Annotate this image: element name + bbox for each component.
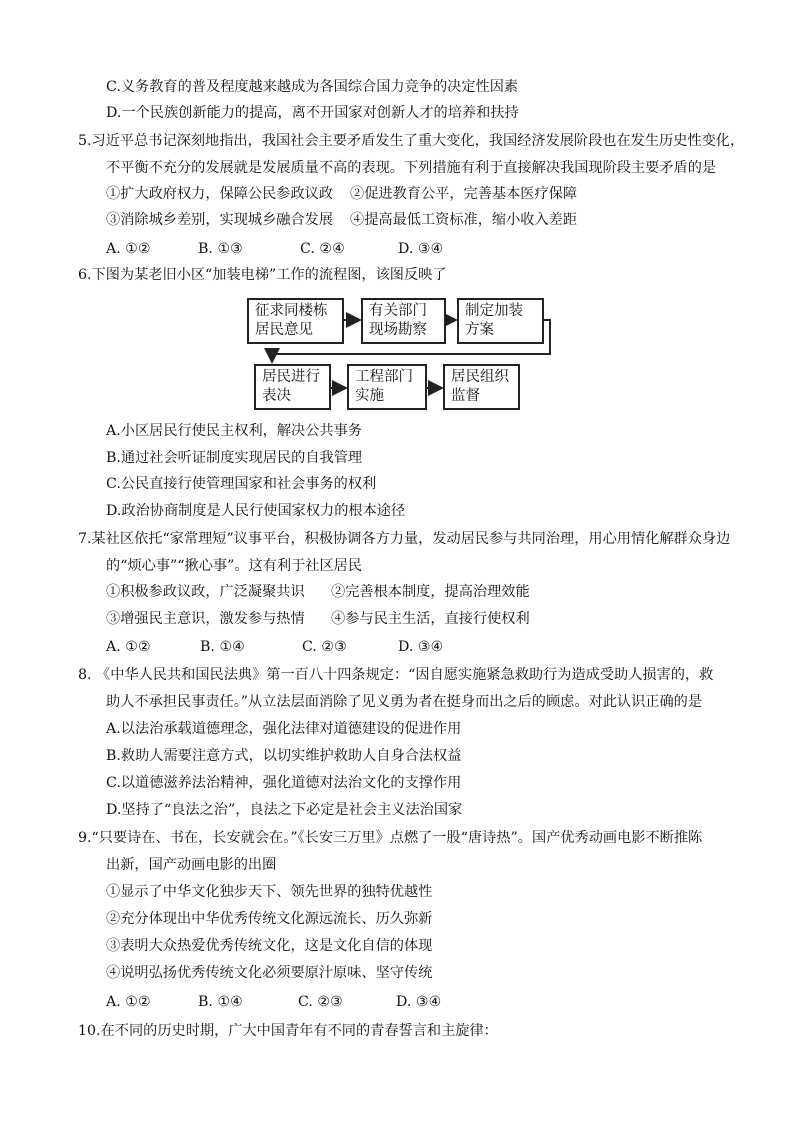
- flow-box-text: 现场勘察: [369, 322, 427, 338]
- flow-box-text: 居民意见: [255, 322, 313, 338]
- flow-box-make-plan: [457, 298, 544, 344]
- q8-option-b: B.救助人需要注意方式，以切实维护救助人自身合法权益: [106, 748, 462, 764]
- q7-option-b: B. ①④: [200, 639, 245, 655]
- flow-box-text: 方案: [465, 322, 494, 338]
- q7-stem-line1: 7.某社区依托“家常理短”议事平台，积极协调各方力量，发动居民参与共同治理，用心用情化解群众身边: [78, 531, 731, 547]
- q5-option-a: A. ①②: [106, 241, 151, 257]
- flow-box-site-survey: [361, 298, 446, 344]
- flow-box-text: 居民组织: [451, 369, 509, 385]
- flow-box-implementation: [347, 364, 427, 410]
- q9-item-1: ①显示了中华文化独步天下、领先世界的独特优越性: [106, 884, 433, 900]
- q7-item-4: ④参与民主生活，直接行使权利: [331, 611, 530, 627]
- q7-stem-line2: 的“烦心事”“揪心事”。这有利于社区居民: [106, 558, 363, 574]
- q5-option-b: B. ①③: [198, 241, 243, 257]
- flow-box-text: 制定加装: [465, 303, 523, 319]
- q10-stem: 10.在不同的历史时期，广大中国青年有不同的青春誓言和主旋律：: [78, 1023, 498, 1039]
- q5-stem-line1: 5.习近平总书记深刻地指出，我国社会主要矛盾发生了重大变化，我国经济发展阶段也在发生历史性变化，: [78, 133, 745, 149]
- flow-box-resident-vote: [254, 364, 331, 410]
- q5-option-c: C. ②④: [300, 241, 345, 257]
- q5-stem-line2: 不平衡不充分的发展就是发展质量不高的表现。下列措施有利于直接解决我国现阶段主要矛盾的是: [106, 160, 717, 176]
- q6-option-c: C.公民直接行使管理国家和社会事务的权利: [106, 476, 377, 492]
- q5-item-1: ①扩大政府权力，保障公民参政议政: [106, 186, 334, 202]
- flow-box-text: 监督: [451, 388, 480, 404]
- q9-option-d: D. ③④: [396, 994, 442, 1010]
- flow-box-text: 有关部门: [369, 303, 427, 319]
- q9-item-4: ④说明弘扬优秀传统文化必须要原汁原味、坚守传统: [106, 965, 433, 981]
- q6-option-d: D.政治协商制度是人民行使国家权力的根本途径: [106, 503, 406, 519]
- flow-box-text: 实施: [355, 388, 384, 404]
- q7-option-d: D. ③④: [398, 639, 444, 655]
- q8-stem-line2: 助人不承担民事责任。”从立法层面消除了见义勇为者在挺身而出之后的顾虑。对此认识正确的是: [106, 694, 703, 710]
- q6-option-b: B.通过社会听证制度实现居民的自我管理: [106, 450, 363, 466]
- q7-option-a: A. ①②: [106, 639, 151, 655]
- q4-option-d: D.一个民族创新能力的提高，离不开国家对创新人才的培养和扶持: [106, 105, 519, 121]
- flow-box-solicit-opinions: [247, 298, 344, 344]
- q8-option-a: A.以法治承载道德理念，强化法律对道德建设的促进作用: [106, 721, 462, 737]
- q8-stem-line1: 8. 《中华人民共和国民法典》第一百八十四条规定：“因自愿实施紧急救助行为造成受助人损害的，救: [78, 667, 714, 683]
- flow-box-text: 表决: [262, 388, 291, 404]
- q7-item-3: ③增强民主意识，激发参与热情: [106, 611, 305, 627]
- q9-item-3: ③表明大众热爱优秀传统文化，这是文化自信的体现: [106, 938, 433, 954]
- q5-item-4: ④提高最低工资标准，缩小收入差距: [350, 212, 578, 228]
- q8-option-d: D.坚持了“良法之治”，良法之下必定是社会主义法治国家: [106, 802, 463, 818]
- flow-box-text: 居民进行: [262, 369, 320, 385]
- q8-option-c: C.以道德滋养法治精神，强化道德对法治文化的支撑作用: [106, 775, 462, 791]
- q7-option-c: C. ②③: [302, 639, 347, 655]
- flow-box-supervision: [443, 364, 520, 410]
- q5-item-2: ②促进教育公平，完善基本医疗保障: [350, 186, 578, 202]
- q9-option-a: A. ①②: [106, 994, 151, 1010]
- q5-item-3: ③消除城乡差别，实现城乡融合发展: [106, 212, 334, 228]
- q6-stem: 6.下图为某老旧小区“加装电梯”工作的流程图，该图反映了: [78, 267, 447, 283]
- q9-stem-line1: 9.“只要诗在、书在，长安就会在。”《长安三万里》点燃了一股“唐诗热”。国产优秀动画电影不断推陈: [78, 830, 703, 846]
- flow-box-text: 工程部门: [355, 369, 413, 385]
- q6-option-a: A.小区居民行使民主权利，解决公共事务: [106, 423, 362, 439]
- q9-stem-line2: 出新，国产动画电影的出圈: [106, 857, 277, 873]
- q4-option-c: C.义务教育的普及程度越来越成为各国综合国力竞争的决定性因素: [106, 79, 519, 95]
- q9-item-2: ②充分体现出中华优秀传统文化源远流长、历久弥新: [106, 911, 433, 927]
- q9-option-b: B. ①④: [198, 994, 243, 1010]
- q9-option-c: C. ②③: [298, 994, 343, 1010]
- q7-item-1: ①积极参政议政，广泛凝聚共识: [106, 584, 305, 600]
- q5-option-d: D. ③④: [398, 241, 444, 257]
- q7-item-2: ②完善根本制度，提高治理效能: [331, 584, 530, 600]
- flow-box-text: 征求同楼栋: [255, 303, 328, 319]
